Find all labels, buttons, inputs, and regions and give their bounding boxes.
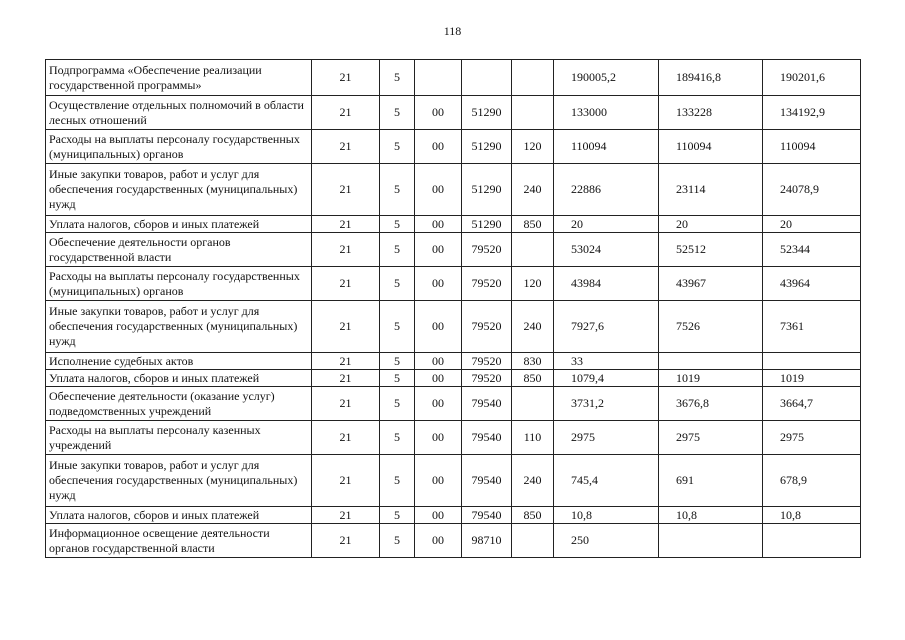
cell-amount-3: 7361 (763, 301, 861, 353)
cell-amount-3 (763, 524, 861, 558)
cell-expense-type: 850 (512, 370, 554, 387)
cell-target-code-1: 00 (415, 507, 462, 524)
cell-subprogram: 5 (380, 387, 415, 421)
cell-grbs: 21 (312, 387, 380, 421)
cell-target-code-1: 00 (415, 96, 462, 130)
cell-grbs: 21 (312, 233, 380, 267)
cell-amount-2: 52512 (659, 233, 763, 267)
cell-amount-2: 691 (659, 455, 763, 507)
cell-expense-type: 850 (512, 507, 554, 524)
cell-amount-3: 134192,9 (763, 96, 861, 130)
cell-target-code-1: 00 (415, 370, 462, 387)
cell-amount-1: 3731,2 (554, 387, 659, 421)
table-row (46, 455, 861, 507)
page-number: 118 (443, 24, 462, 38)
cell-expense-type: 830 (512, 353, 554, 370)
cell-amount-2: 2975 (659, 421, 763, 455)
cell-expense-type (512, 96, 554, 130)
cell-expense-type: 240 (512, 301, 554, 353)
cell-grbs: 21 (312, 96, 380, 130)
table-row (46, 524, 861, 558)
cell-subprogram: 5 (380, 216, 415, 233)
table-row (46, 164, 861, 216)
cell-target-code-1: 00 (415, 387, 462, 421)
cell-name: Расходы на выплаты персоналу государственных (муниципальных) органов (46, 130, 312, 164)
cell-subprogram: 5 (380, 421, 415, 455)
cell-expense-type (512, 387, 554, 421)
cell-target-code-2: 51290 (462, 130, 512, 164)
cell-amount-2: 3676,8 (659, 387, 763, 421)
cell-grbs: 21 (312, 507, 380, 524)
cell-target-code-1: 00 (415, 455, 462, 507)
cell-grbs: 21 (312, 353, 380, 370)
table-row (46, 353, 861, 370)
table-row (46, 387, 861, 421)
cell-target-code-1: 00 (415, 301, 462, 353)
cell-subprogram: 5 (380, 130, 415, 164)
cell-amount-3: 43964 (763, 267, 861, 301)
cell-amount-3: 110094 (763, 130, 861, 164)
cell-target-code-2: 79520 (462, 267, 512, 301)
cell-target-code-1: 00 (415, 267, 462, 301)
cell-grbs: 21 (312, 267, 380, 301)
cell-amount-3: 3664,7 (763, 387, 861, 421)
cell-name: Исполнение судебных актов (46, 353, 312, 370)
cell-target-code-2: 79540 (462, 387, 512, 421)
cell-amount-2: 133228 (659, 96, 763, 130)
cell-expense-type (512, 524, 554, 558)
cell-target-code-2: 79540 (462, 507, 512, 524)
table-row (46, 96, 861, 130)
cell-expense-type (512, 233, 554, 267)
cell-amount-1: 7927,6 (554, 301, 659, 353)
cell-target-code-1: 00 (415, 216, 462, 233)
cell-amount-1: 190005,2 (554, 60, 659, 96)
cell-subprogram: 5 (380, 267, 415, 301)
table-row (46, 370, 861, 387)
cell-target-code-2: 79540 (462, 421, 512, 455)
cell-amount-1: 22886 (554, 164, 659, 216)
cell-amount-1: 110094 (554, 130, 659, 164)
cell-name: Расходы на выплаты персоналу государственных (муниципальных) органов (46, 267, 312, 301)
cell-amount-1: 250 (554, 524, 659, 558)
cell-name: Обеспечение деятельности (оказание услуг) подведомственных учреждений (46, 387, 312, 421)
cell-amount-1: 133000 (554, 96, 659, 130)
cell-amount-3 (763, 353, 861, 370)
cell-target-code-2: 79540 (462, 455, 512, 507)
cell-subprogram: 5 (380, 60, 415, 96)
cell-name: Уплата налогов, сборов и иных платежей (46, 370, 312, 387)
cell-name: Расходы на выплаты персоналу казенных учреждений (46, 421, 312, 455)
cell-grbs: 21 (312, 130, 380, 164)
cell-amount-1: 20 (554, 216, 659, 233)
cell-amount-2: 7526 (659, 301, 763, 353)
cell-amount-3: 10,8 (763, 507, 861, 524)
cell-amount-1: 33 (554, 353, 659, 370)
cell-subprogram: 5 (380, 301, 415, 353)
cell-target-code-2: 79520 (462, 353, 512, 370)
cell-target-code-1: 00 (415, 353, 462, 370)
cell-subprogram: 5 (380, 164, 415, 216)
cell-subprogram: 5 (380, 455, 415, 507)
cell-amount-3: 678,9 (763, 455, 861, 507)
cell-expense-type: 240 (512, 455, 554, 507)
cell-amount-1: 53024 (554, 233, 659, 267)
cell-amount-2: 189416,8 (659, 60, 763, 96)
cell-amount-2: 43967 (659, 267, 763, 301)
cell-target-code-1: 00 (415, 233, 462, 267)
cell-amount-1: 10,8 (554, 507, 659, 524)
cell-target-code-1: 00 (415, 130, 462, 164)
cell-subprogram: 5 (380, 233, 415, 267)
cell-amount-1: 1079,4 (554, 370, 659, 387)
cell-amount-2 (659, 353, 763, 370)
cell-amount-3: 2975 (763, 421, 861, 455)
budget-table (45, 59, 861, 558)
cell-subprogram: 5 (380, 96, 415, 130)
cell-expense-type (512, 60, 554, 96)
cell-amount-1: 43984 (554, 267, 659, 301)
table-body (46, 60, 861, 558)
cell-name: Иные закупки товаров, работ и услуг для обеспечения государственных (муниципальных) нужд (46, 301, 312, 353)
table-row (46, 421, 861, 455)
cell-target-code-2: 79520 (462, 370, 512, 387)
cell-name: Уплата налогов, сборов и иных платежей (46, 507, 312, 524)
cell-name: Информационное освещение деятельности органов государственной власти (46, 524, 312, 558)
table-row (46, 507, 861, 524)
cell-name: Подпрограмма «Обеспечение реализации государственной программы» (46, 60, 312, 96)
cell-subprogram: 5 (380, 524, 415, 558)
cell-grbs: 21 (312, 370, 380, 387)
cell-amount-2: 20 (659, 216, 763, 233)
cell-amount-3: 24078,9 (763, 164, 861, 216)
cell-target-code-2: 51290 (462, 216, 512, 233)
table-row (46, 301, 861, 353)
cell-grbs: 21 (312, 455, 380, 507)
cell-subprogram: 5 (380, 353, 415, 370)
cell-amount-2: 10,8 (659, 507, 763, 524)
cell-expense-type: 850 (512, 216, 554, 233)
cell-target-code-1: 00 (415, 421, 462, 455)
cell-amount-3: 190201,6 (763, 60, 861, 96)
table-row (46, 267, 861, 301)
cell-name: Иные закупки товаров, работ и услуг для обеспечения государственных (муниципальных) нужд (46, 164, 312, 216)
cell-target-code-2: 79520 (462, 233, 512, 267)
table-row (46, 130, 861, 164)
cell-grbs: 21 (312, 164, 380, 216)
cell-expense-type: 120 (512, 130, 554, 164)
cell-name: Уплата налогов, сборов и иных платежей (46, 216, 312, 233)
table-row (46, 216, 861, 233)
cell-subprogram: 5 (380, 370, 415, 387)
cell-expense-type: 120 (512, 267, 554, 301)
cell-amount-3: 1019 (763, 370, 861, 387)
cell-grbs: 21 (312, 216, 380, 233)
table-row (46, 60, 861, 96)
cell-expense-type: 110 (512, 421, 554, 455)
cell-grbs: 21 (312, 524, 380, 558)
cell-target-code-1: 00 (415, 524, 462, 558)
cell-target-code-2: 51290 (462, 164, 512, 216)
cell-amount-1: 2975 (554, 421, 659, 455)
cell-name: Иные закупки товаров, работ и услуг для обеспечения государственных (муниципальных) нужд (46, 455, 312, 507)
cell-target-code-2 (462, 60, 512, 96)
cell-name: Осуществление отдельных полномочий в области лесных отношений (46, 96, 312, 130)
cell-grbs: 21 (312, 60, 380, 96)
cell-target-code-2: 51290 (462, 96, 512, 130)
cell-amount-2: 23114 (659, 164, 763, 216)
cell-amount-1: 745,4 (554, 455, 659, 507)
cell-grbs: 21 (312, 301, 380, 353)
cell-amount-2: 110094 (659, 130, 763, 164)
cell-amount-2: 1019 (659, 370, 763, 387)
cell-amount-3: 52344 (763, 233, 861, 267)
table-row (46, 233, 861, 267)
cell-target-code-2: 79520 (462, 301, 512, 353)
cell-target-code-1 (415, 60, 462, 96)
cell-name: Обеспечение деятельности органов государственной власти (46, 233, 312, 267)
cell-amount-3: 20 (763, 216, 861, 233)
cell-target-code-2: 98710 (462, 524, 512, 558)
cell-target-code-1: 00 (415, 164, 462, 216)
cell-amount-2 (659, 524, 763, 558)
cell-expense-type: 240 (512, 164, 554, 216)
cell-grbs: 21 (312, 421, 380, 455)
cell-subprogram: 5 (380, 507, 415, 524)
